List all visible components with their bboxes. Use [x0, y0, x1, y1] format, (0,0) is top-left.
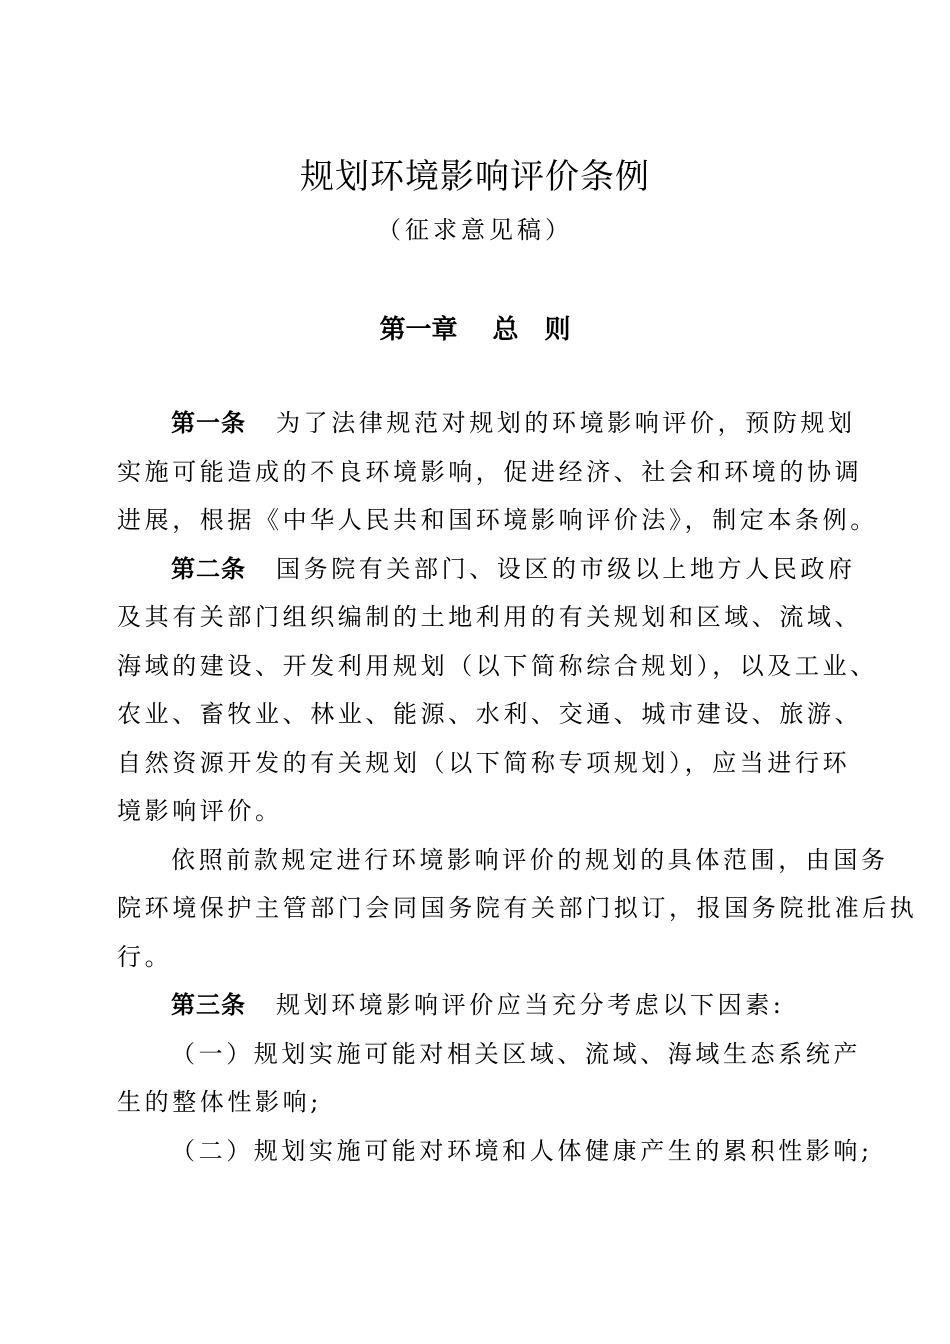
text-line [117, 642, 878, 691]
line-text: 国务院有关部门、设区的市级以上地方人民政府 [276, 554, 856, 583]
text-line [117, 787, 839, 836]
article-label: 第三条 [171, 991, 246, 1019]
text-line [117, 448, 863, 497]
line-text: 院环境保护主管部门会同国务院有关部门拟订，报国务院批准后执 [117, 894, 918, 922]
line-text: 海域的建设、开发利用规划（以下简称综合规划），以及工业、 [117, 651, 878, 680]
text-line [117, 1127, 873, 1176]
text-line [117, 1078, 839, 1127]
line-text: 农业、畜牧业、林业、能源、水利、交通、城市建设、旅游、 [117, 700, 863, 728]
text-line [117, 593, 863, 642]
text-line [117, 739, 851, 788]
text-line [117, 399, 856, 448]
line-text: 为了法律规范对规划的环境影响评价，预防规划 [276, 409, 856, 437]
line-text: 自然资源开发的有关规划（以下简称专项规划），应当进行环 [117, 748, 851, 777]
line-text: （二）规划实施可能对环境和人体健康产生的累积性影响; [171, 1136, 873, 1165]
text-line [117, 690, 863, 739]
text-line [117, 933, 839, 982]
text-line [117, 496, 878, 545]
chapter-heading: 第一章 总 则 [379, 315, 571, 345]
line-text: 实施可能造成的不良环境影响，促进经济、社会和环境的协调 [117, 457, 863, 486]
text-line [117, 545, 856, 594]
text-line [117, 884, 918, 933]
line-text: 境影响评价。 [117, 797, 283, 825]
document-body [117, 399, 918, 1175]
line-text: （一）规划实施可能对相关区域、流域、海域生态系统产 [171, 1039, 861, 1068]
text-line [117, 981, 839, 1030]
line-text: 生的整体性影响; [117, 1088, 322, 1116]
line-text: 依照前款规定进行环境影响评价的规划的具体范围，由国务 [171, 845, 889, 874]
line-text: 及其有关部门组织编制的土地利用的有关规划和区域、流域、 [117, 603, 863, 631]
document-subtitle: （征求意见稿） [377, 216, 573, 244]
text-line [117, 1030, 861, 1079]
article-label: 第二条 [171, 554, 246, 583]
document-title: 规划环境影响评价条例 [300, 157, 650, 197]
line-text: 进展，根据《中华人民共和国环境影响评价法》，制定本条例。 [117, 506, 878, 534]
line-text: 规划环境影响评价应当充分考虑以下因素: [276, 991, 785, 1019]
article-label: 第一条 [171, 409, 246, 437]
line-text: 行。 [117, 942, 173, 971]
text-line [117, 836, 889, 885]
